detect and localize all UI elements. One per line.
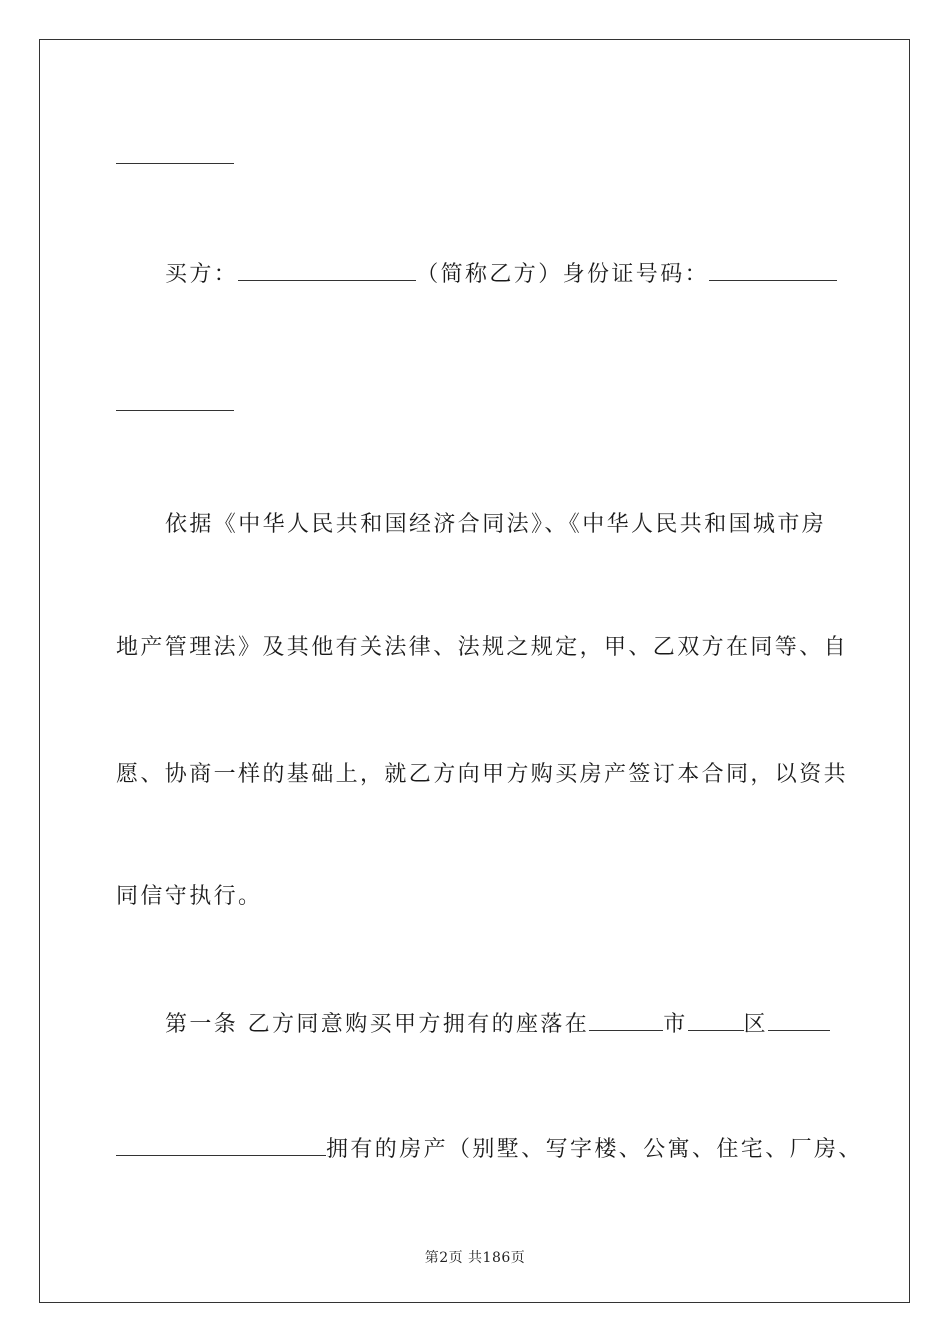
article-1-text: 第一条 乙方同意购买甲方拥有的座落在 bbox=[165, 1012, 590, 1037]
paragraph-line: 愿、协商一样的基础上，就乙方向甲方购买房产签订本合同，以资共 bbox=[116, 762, 849, 787]
paragraph-line: 同信守执行。 bbox=[116, 884, 263, 909]
owner-blank[interactable] bbox=[116, 1135, 326, 1156]
buyer-id-label: （简称乙方）身份证号码： bbox=[416, 262, 710, 287]
city-label: 市 bbox=[663, 1012, 688, 1037]
buyer-label: 买方： bbox=[165, 262, 239, 287]
page-footer: 第2页 共186页 bbox=[424, 1250, 526, 1266]
property-type-text: 拥有的房产（别墅、写字楼、公寓、住宅、厂房、 bbox=[326, 1137, 863, 1162]
city-blank[interactable] bbox=[589, 1010, 663, 1031]
seller-id-blank[interactable] bbox=[116, 143, 234, 164]
district-label: 区 bbox=[743, 1012, 769, 1037]
article-1-line bbox=[165, 1010, 836, 1040]
buyer-line bbox=[165, 260, 836, 290]
seller-id-blank-line bbox=[116, 143, 836, 173]
page-border bbox=[39, 39, 910, 1303]
district-blank[interactable] bbox=[688, 1010, 744, 1031]
article-1-line-2 bbox=[116, 1135, 863, 1165]
buyer-name-blank[interactable] bbox=[238, 260, 416, 281]
buyer-id-blank[interactable] bbox=[709, 260, 837, 281]
buyer-id-blank-line bbox=[116, 390, 836, 420]
paragraph-line: 依据《中华人民共和国经济合同法》、《中华人民共和国城市房 bbox=[165, 512, 827, 537]
buyer-id-blank-continued[interactable] bbox=[116, 390, 234, 411]
address-blank[interactable] bbox=[768, 1010, 830, 1031]
paragraph-line: 地产管理法》及其他有关法律、法规之规定，甲、乙双方在同等、自 bbox=[116, 635, 849, 660]
